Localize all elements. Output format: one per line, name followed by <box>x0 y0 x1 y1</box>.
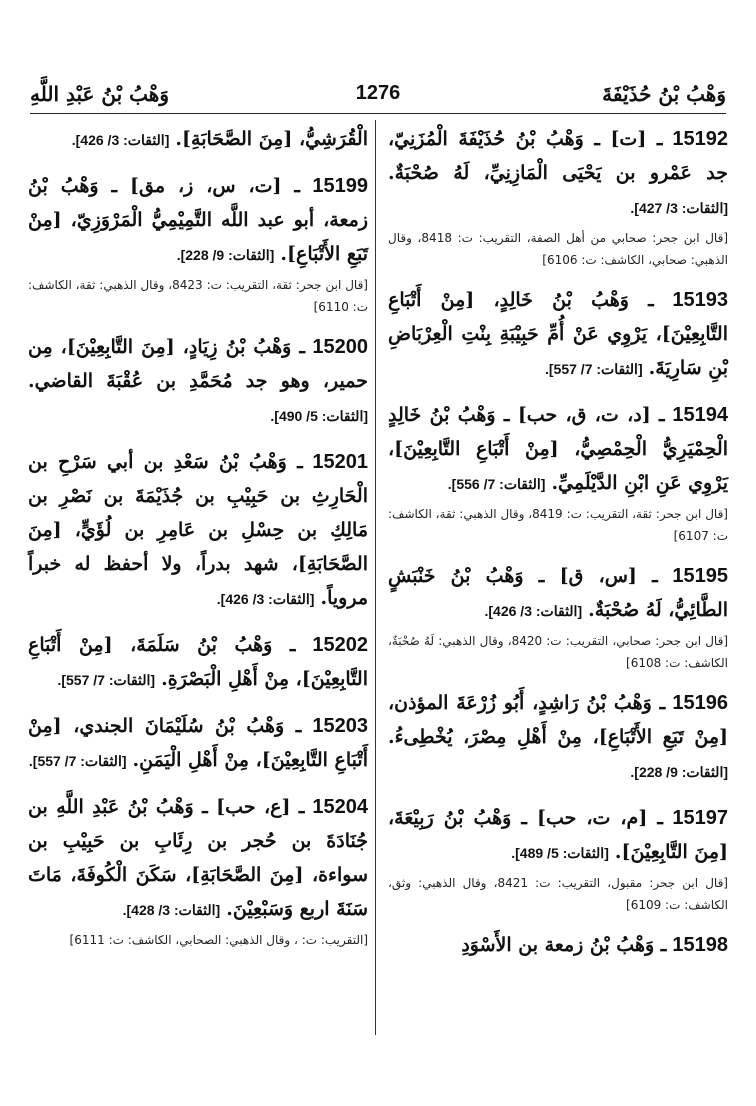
entry-reference: [الثقات: 7/ 557]. <box>57 672 156 688</box>
entry-reference: [الثقات: 9/ 228]. <box>630 764 728 780</box>
entry-body: ـ [د، ت، ق، حب] ـ وَهْبُ بْنُ خَالِدٍ الْحِمْيَرِيُّ الْحِمْصِيُّ، [مِنْ أَتْبَاعِ التَّابِعِيْنَ]، يَرْوِي عَنِ ابْنِ الدَّيْلَمِيِّ. <box>388 404 728 494</box>
entry-body: ـ [س، ق] ـ وَهْبُ بْنُ خَنْبَشٍ الطَّائِيُّ، لَهُ صُحْبَةٌ. <box>388 565 728 621</box>
entry-number: 15197 <box>672 807 728 829</box>
entry-number: 15196 <box>672 692 728 714</box>
entry-body: ـ وَهْبُ بْنُ سَلَمَةَ، [مِنْ أَتْبَاعِ التَّابِعِيْنَ]، مِنْ أَهْلِ الْبَصْرَةِ. <box>28 634 368 690</box>
entry-text <box>388 122 728 225</box>
entry-body: ـ وَهْبُ بْنُ زِيَادٍ، [مِنَ التَّابِعِيْنَ]، مِن حمير، وهو جد مُحَمَّدِ بن عُقْبَةَ القاضي. <box>28 336 368 392</box>
entry-body: ـ وَهْبُ بْنُ رَاشِدٍ، أَبُو زُرْعَةَ المؤذن، [مِنْ تَبَعِ الأَتْبَاعِ]، مِنْ أَهْلِ مِصْرَ، يُخْطِىءُ. <box>388 692 728 748</box>
left-column <box>28 122 368 963</box>
entry-body: ـ [ت، س، ز، مق] ـ وَهْبُ بْنُ زمعة، أبو عبد اللَّه التَّمِيْمِيُّ الْمَرْوَزِيّ، [مِنْ تَبَعِ الأَتْبَاعِ]. <box>28 175 368 265</box>
entry-reference: [الثقات: 3/ 426]. <box>216 591 315 607</box>
entry-text <box>28 122 368 157</box>
entry-body: ـ [ت] ـ وَهْبُ بْنُ حُذَيْفَةَ الْمُزَنِيّ، جد عَمْرو بن يَحْيَى الْمَازِنِيِّ، لَهُ صُحْبَةٌ. <box>388 128 728 184</box>
entry <box>388 801 728 916</box>
entry-body: ـ وَهْبُ بْنُ سُلَيْمَانَ الجندي، [مِنْ أَتْبَاعِ التَّابِعِيْنَ]، مِنْ أَهْلِ الْيَمَنِ. <box>28 715 368 771</box>
entry-text <box>28 790 368 927</box>
entry-number: 15194 <box>672 404 728 426</box>
entry-body: ـ وَهْبُ بْنُ خَالِدٍ، [مِنْ أَتْبَاعِ التَّابِعِيْنَ]، يَرْوِي عَنْ أُمِّ حَبِيْبَةِ بِنْتِ الْعِرْبَاضِ بْنِ سَارِيَةَ. <box>388 289 728 379</box>
entry-text <box>28 330 368 433</box>
entry-body: ـ [ع، حب] ـ وَهْبُ بْنُ عَبْدِ اللَّهِ بن جُنَادَةَ بن حُجر بن رِئَابِ بن حَبِيْبِ بن سواءة، [مِنَ الصَّحَابَةِ]، سَكَنَ الْكُوفَةَ، مَاتَ سَنَةَ اربع وَسَبْعِيْنَ. <box>28 796 368 920</box>
entry-body: ـ [م، ت، حب] ـ وَهْبُ بْنُ رَبِيْعَةَ، [مِنَ التَّابِعِيْنَ]. <box>388 807 728 863</box>
entry-reference: [الثقات: 5/ 490]. <box>270 408 368 424</box>
entry-footnote: [التقريب: ت: ، وقال الذهبي: الصحابي، الكاشف: ت: 6111] <box>69 933 368 947</box>
entry <box>28 790 368 951</box>
entry-reference: [الثقات: 7/ 557]. <box>28 753 127 769</box>
entry <box>388 928 728 962</box>
header-rule <box>30 113 726 114</box>
entry-reference: [الثقات: 7/ 557]. <box>544 361 643 377</box>
entry-reference: [الثقات: 3/ 428]. <box>122 902 221 918</box>
entry-text <box>388 283 728 386</box>
entry <box>388 559 728 674</box>
entry-number: 15204 <box>312 796 368 818</box>
entry-number: 15202 <box>312 634 368 656</box>
entry-text <box>388 801 728 870</box>
entry-number: 15200 <box>312 336 368 358</box>
entry <box>28 122 368 157</box>
entry-footnote: [قال ابن جحر: مقبول، التقريب: ت: 8421، وقال الذهبي: وثق، الكاشف: ت: 6109] <box>388 876 728 912</box>
page-header <box>30 78 726 112</box>
entry-number: 15195 <box>672 565 728 587</box>
entry-footnote: [قال ابن جحر: ثقة، التقريب: ت: 8423، وقال الذهبي: ثقة، الكاشف: ت: 6110] <box>28 278 368 314</box>
page-number: 1276 <box>355 82 401 104</box>
entry <box>28 330 368 433</box>
right-column <box>388 122 728 974</box>
entry <box>28 445 368 616</box>
entry-reference: [الثقات: 3/ 426]. <box>71 132 170 148</box>
entry-body: ـ وَهْبُ بْنُ زمعة بن الأَسْوَدِ <box>461 934 667 956</box>
running-title-left: وَهْبُ بْنُ عَبْدِ اللَّهِ <box>30 82 169 106</box>
entry-text <box>388 559 728 628</box>
entry-number: 15193 <box>672 289 728 311</box>
entry <box>388 686 728 789</box>
entry-footnote: [قال ابن جحر: صحابي، التقريب: ت: 8420، وقال الذهبي: لَهُ صُحْبَةٌ، الكاشف: ت: 6108] <box>388 634 728 670</box>
entry-text <box>388 686 728 789</box>
entry-text <box>388 928 728 962</box>
entry-number: 15192 <box>672 128 728 150</box>
entry <box>388 122 728 271</box>
entry <box>28 169 368 318</box>
entry-reference: [الثقات: 7/ 556]. <box>447 476 546 492</box>
entry-reference: [الثقات: 3/ 426]. <box>484 603 583 619</box>
entry-reference: [الثقات: 5/ 489]. <box>511 845 609 861</box>
entry-footnote: [قال ابن جحر: صحابي من أهل الصفة، التقريب: ت: 8418، وقال الذهبي: صحابي، الكاشف: ت: 6106] <box>388 231 728 267</box>
entry-text <box>28 445 368 616</box>
entry-number: 15198 <box>672 934 728 956</box>
running-title-right: وَهْبُ بْنُ حُذَيْفَةَ <box>602 82 726 106</box>
entry-footnote: [قال ابن جحر: ثقة، التقريب: ت: 8419، وقال الذهبي: ثقة، الكاشف: ت: 6107] <box>388 507 728 543</box>
entry-number: 15203 <box>312 715 368 737</box>
entry-text <box>28 628 368 697</box>
entry-reference: [الثقات: 3/ 427]. <box>630 200 728 216</box>
column-divider <box>375 120 376 1035</box>
entry-body: الْقُرَشِيُّ، [مِنَ الصَّحَابَةِ]. <box>175 128 368 150</box>
entry <box>28 709 368 778</box>
entry-reference: [الثقات: 9/ 228]. <box>176 247 275 263</box>
entry-number: 15201 <box>312 451 369 473</box>
entry-body: ـ وَهْبُ بْنُ سَعْدِ بن أبي سَرْحِ بن الْحَارِثِ بن حَبِيْبِ بن جُذَيْمَةَ بن نَصْرِ بن مَالِكِ بن حِسْلِ بن عَامِرِ بن لُؤَيٍّ، [مِنَ الصَّحَابَةِ]، شهد بدراً، ولا أحفظ له خبراً مروياً. <box>28 451 368 609</box>
entry-text <box>28 709 368 778</box>
entry <box>388 283 728 386</box>
entry-number: 15199 <box>312 175 368 197</box>
entry-text <box>28 169 368 272</box>
entry <box>388 398 728 547</box>
entry <box>28 628 368 697</box>
entry-text <box>388 398 728 501</box>
